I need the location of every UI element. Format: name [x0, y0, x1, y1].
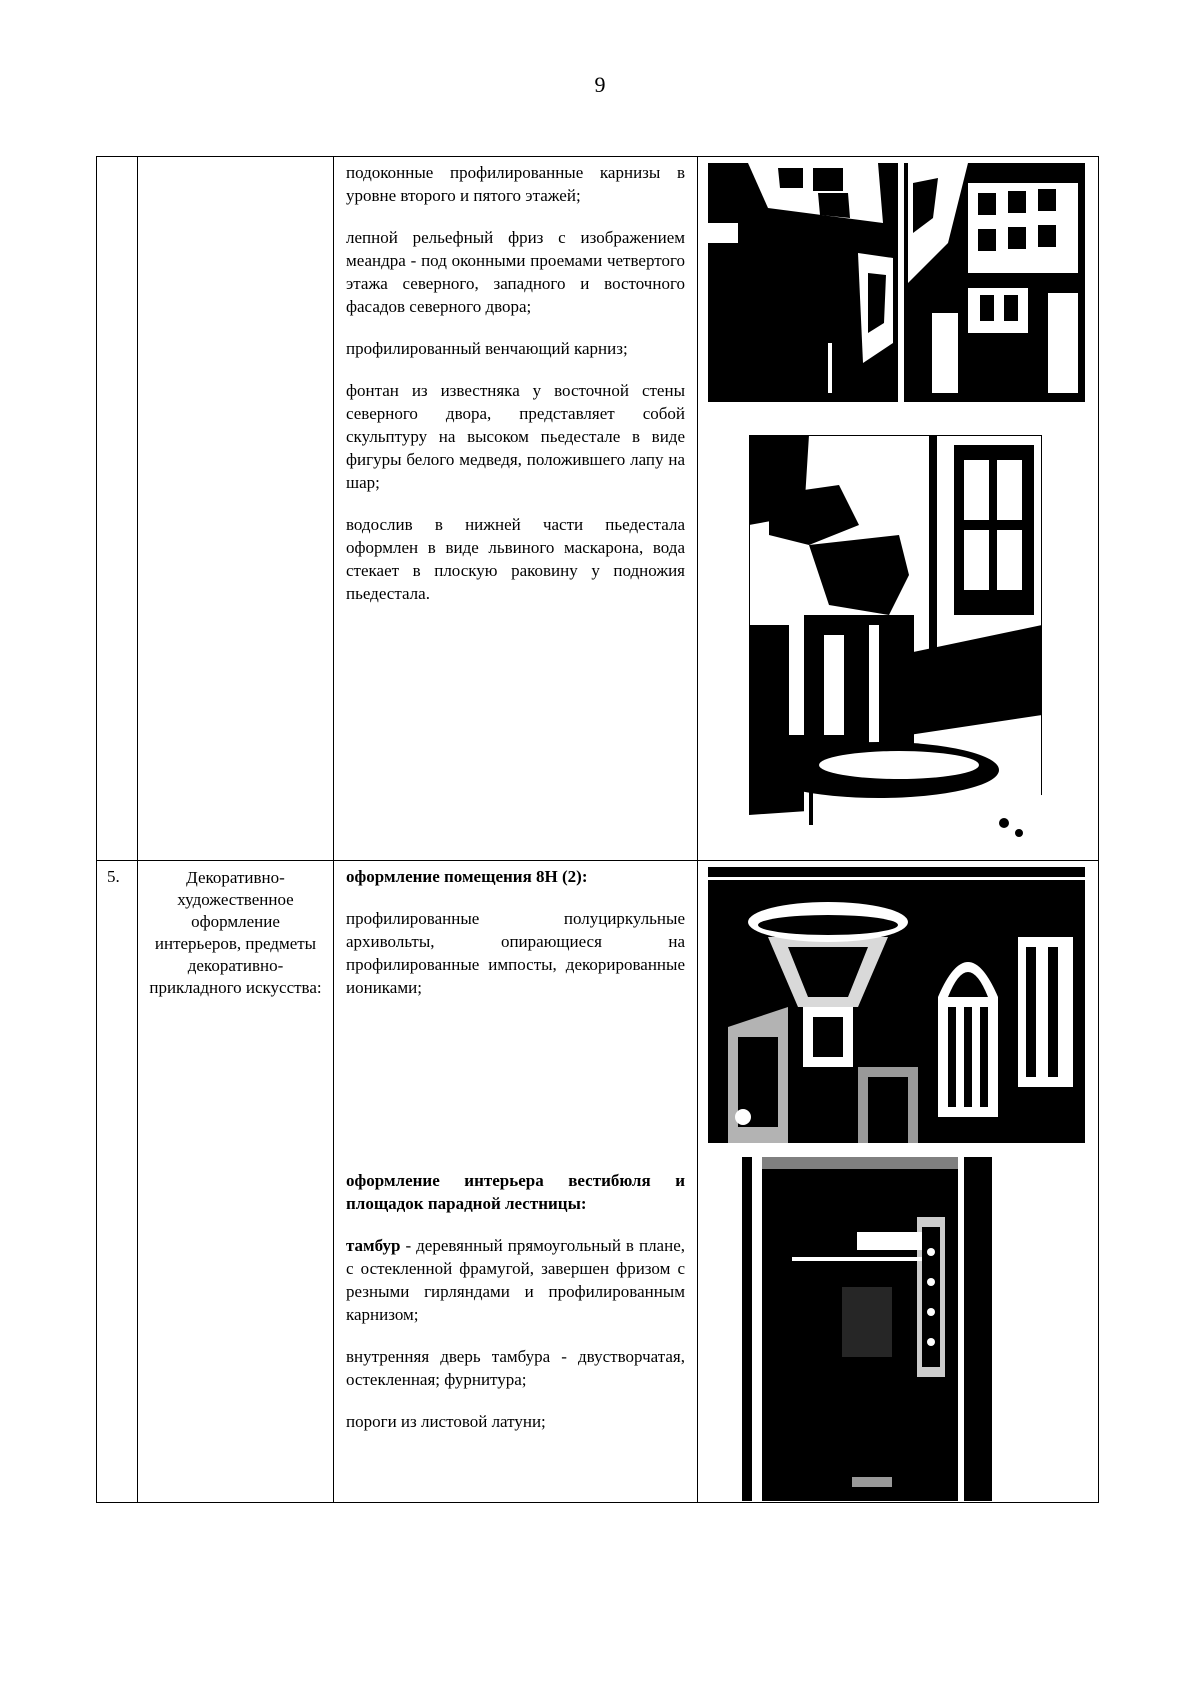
description-paragraph: профилированный венчающий карниз; [346, 339, 628, 358]
category-cell: Декоративно-художественное оформление интерьеров, предметы декоративно-прикладного искусства: [138, 861, 334, 1503]
row-number-cell: 5. [97, 861, 138, 1503]
description-paragraph: водослив в нижней части пьедестала оформлен в виде львиного маскарона, вода стекает в плоскую раковину у подножия пьедестала. [346, 515, 685, 603]
vestibule-photo [732, 1157, 998, 1501]
description-paragraph [346, 1234, 685, 1326]
description-paragraph: лепной рельефный фриз с изображением меандра - под оконными проемами четвертого этажа северного, западного и восточного фасадов северного двора; [346, 228, 685, 316]
photos-cell [698, 861, 1099, 1503]
description-cell [334, 157, 698, 861]
description-paragraph: профилированные полуциркульные архивольты, опирающиеся на профилированные импосты, декорированные иониками; [346, 909, 685, 997]
table-row [97, 861, 1099, 1503]
description-paragraph: фонтан из известняка у восточной стены северного двора, представляет собой скульптуру на высоком пьедестале в виде фигуры белого медведя, положившего лапу на шар; [346, 381, 685, 492]
description-paragraph: внутренняя дверь тамбура - двустворчатая, остекленная; фурнитура; [346, 1347, 685, 1389]
description-paragraph: подоконные профилированные карнизы в уровне второго и пятого этажей; [346, 163, 685, 205]
monument-features-table [96, 156, 1099, 1503]
interior-hall-photo [708, 867, 1085, 1143]
courtyard-photo [708, 163, 1085, 402]
description-cell [334, 861, 698, 1503]
row-number-cell [97, 157, 138, 861]
term-tambur: тамбур [346, 1236, 401, 1255]
fountain-photo [749, 435, 1042, 846]
photos-cell [698, 157, 1099, 861]
page-number: 9 [594, 72, 606, 97]
section-heading: оформление помещения 8Н (2): [346, 867, 588, 886]
category-cell [138, 157, 334, 861]
table-row [97, 157, 1099, 861]
section-heading: оформление интерьера вестибюля и площадок парадной лестницы: [346, 1171, 685, 1213]
description-paragraph: пороги из листовой латуни; [346, 1412, 546, 1431]
tambur-description: - деревянный прямоугольный в плане, с остекленной фрамугой, завершен фризом с резными гирляндами и профилированным карнизом; [346, 1236, 685, 1324]
